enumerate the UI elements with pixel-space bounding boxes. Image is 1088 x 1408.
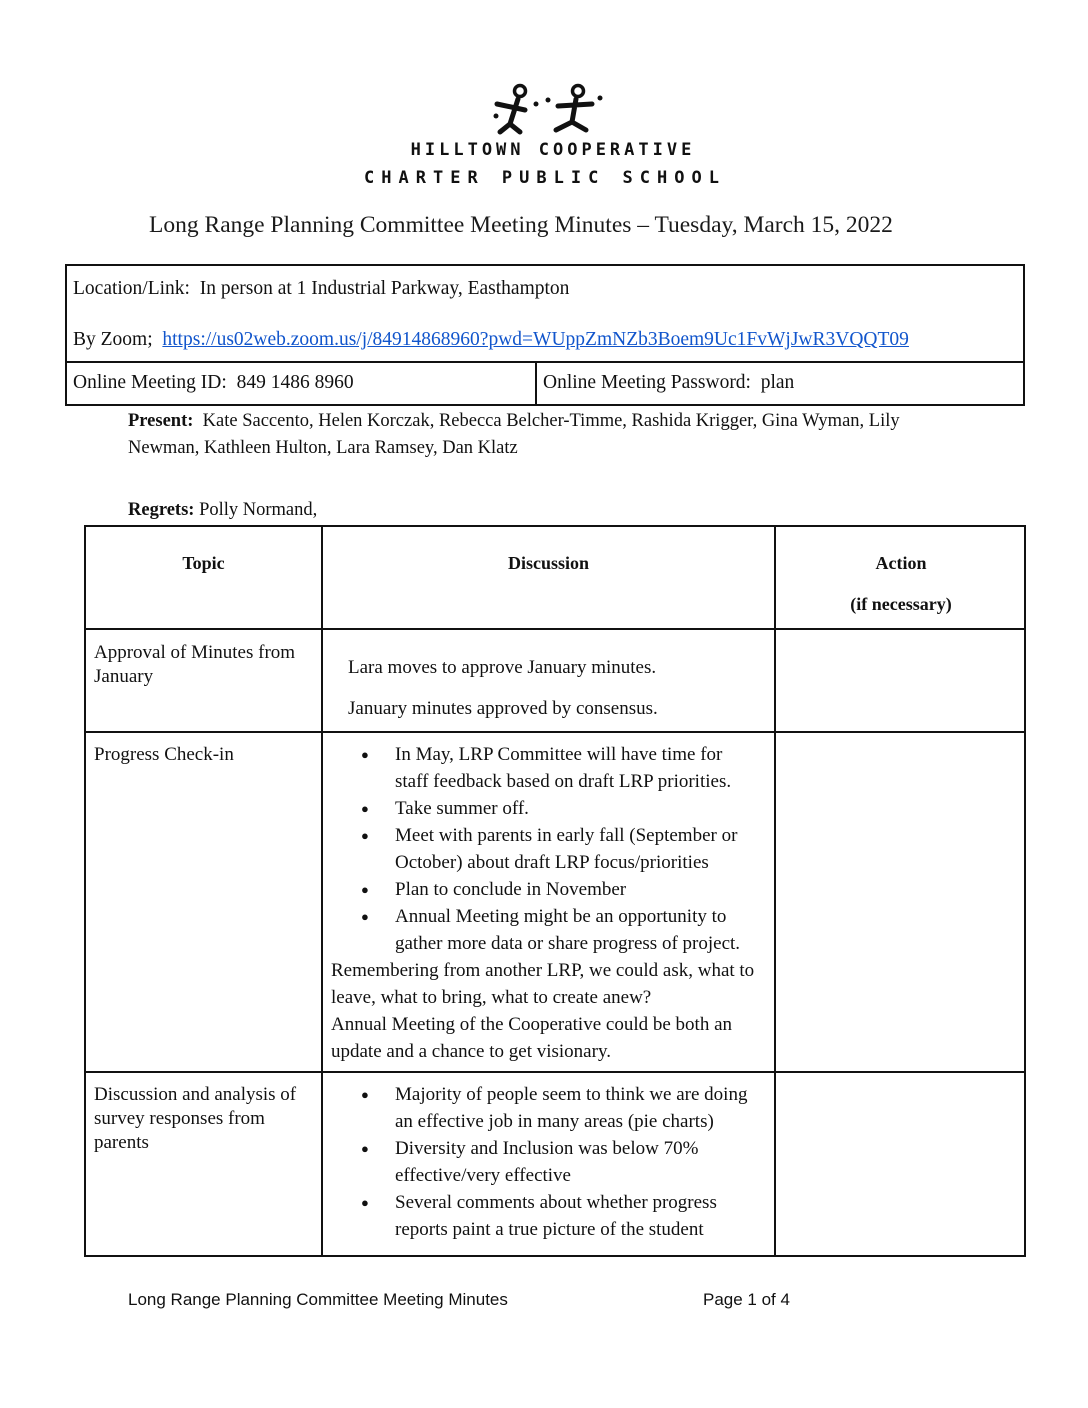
header-discussion: Discussion <box>507 553 590 573</box>
header-action: Action <box>875 553 927 573</box>
minutes-table <box>84 525 1026 1257</box>
present-label: Present: <box>128 411 194 431</box>
zoom-text <box>73 329 909 351</box>
table-row-topic: Progress Check-in <box>94 744 234 765</box>
table-row-discussion-line: Lara moves to approve January minutes. <box>348 657 657 678</box>
meeting-info-table <box>65 264 1025 406</box>
discussion-note: Annual Meeting of the Cooperative could be both an update and a chance to get visionary. <box>331 1014 733 1062</box>
document-title-text: Long Range Planning Committee Meeting Minutes – Tuesday, March 15, 2022 <box>149 212 893 238</box>
school-logo <box>360 82 730 192</box>
table-row-topic: Discussion and analysis of survey responses from parents <box>94 1084 297 1153</box>
table-row-discussion <box>331 1081 761 1243</box>
table-row-discussion <box>331 741 756 1065</box>
bullet-list <box>331 741 756 957</box>
list-item: ● Plan to conclude in November <box>331 876 756 903</box>
discussion-note: Remembering from another LRP, we could ask, what to leave, what to bring, what to create anew? <box>331 960 755 1008</box>
document-title <box>0 212 1088 239</box>
row-divider <box>86 731 1024 733</box>
present-names-line1: Kate Saccento, Helen Korczak, Rebecca Belcher-Timme, Rashida Krigger, Gina Wyman, Lily <box>202 411 900 431</box>
column-divider <box>535 361 537 404</box>
bullet-list <box>331 1081 761 1243</box>
table-row-topic: Approval of Minutes from January <box>94 642 296 687</box>
logo-text-line1: HILLTOWN COOPERATIVE <box>410 140 696 160</box>
meeting-id-value: 849 1486 8960 <box>236 372 354 393</box>
row-divider <box>86 628 1024 630</box>
location-row <box>67 266 1023 363</box>
logo-text-line2: CHARTER PUBLIC SCHOOL <box>364 168 726 188</box>
present-names-line2: Newman, Kathleen Hulton, Lara Ramsey, Dan Klatz <box>128 438 518 458</box>
two-running-figures-icon <box>360 82 730 137</box>
password-value: plan <box>760 372 795 393</box>
meeting-id-cell <box>73 372 354 394</box>
regrets-section <box>128 497 317 524</box>
password-cell <box>543 372 794 394</box>
list-item: ● Annual Meeting might be an opportunity to gather more data or share progress of project. <box>331 903 756 957</box>
page-number: Page 1 of 4 <box>703 1290 790 1309</box>
list-item: ● In May, LRP Committee will have time for staff feedback based on draft LRP priorities. <box>331 741 756 795</box>
zoom-label: By Zoom; <box>73 329 153 350</box>
column-divider <box>774 527 776 1255</box>
regrets-label: Regrets: <box>128 500 195 520</box>
list-item: ● Meet with parents in early fall (September or October) about draft LRP focus/priorities <box>331 822 756 876</box>
footer-title: Long Range Planning Committee Meeting Minutes <box>128 1290 508 1309</box>
credentials-row <box>67 361 1023 404</box>
header-topic: Topic <box>182 553 225 573</box>
list-item: ● Diversity and Inclusion was below 70% effective/very effective <box>331 1135 761 1189</box>
present-section <box>128 408 968 462</box>
header-action-note: (if necessary) <box>850 594 952 614</box>
password-label: Online Meeting Password: <box>543 372 751 393</box>
list-item: ● Majority of people seem to think we are doing an effective job in many areas (pie charts) <box>331 1081 761 1135</box>
list-item: ● Take summer off. <box>331 795 756 822</box>
meeting-id-label: Online Meeting ID: <box>73 372 227 393</box>
zoom-link[interactable]: https://us02web.zoom.us/j/84914868960?pwd=WUppZmNZb3Boem9Uc1FvWjJwR3VQQT09 <box>162 329 909 350</box>
table-row-discussion-line: January minutes approved by consensus. <box>348 698 658 719</box>
location-label: Location/Link: <box>73 278 190 299</box>
row-divider <box>86 1071 1024 1073</box>
column-divider <box>321 527 323 1255</box>
list-item: ● Several comments about whether progress reports paint a true picture of the student <box>331 1189 761 1243</box>
regrets-names: Polly Normand, <box>199 500 318 520</box>
location-text <box>73 278 569 300</box>
location-value: In person at 1 Industrial Parkway, Easthampton <box>199 278 570 299</box>
